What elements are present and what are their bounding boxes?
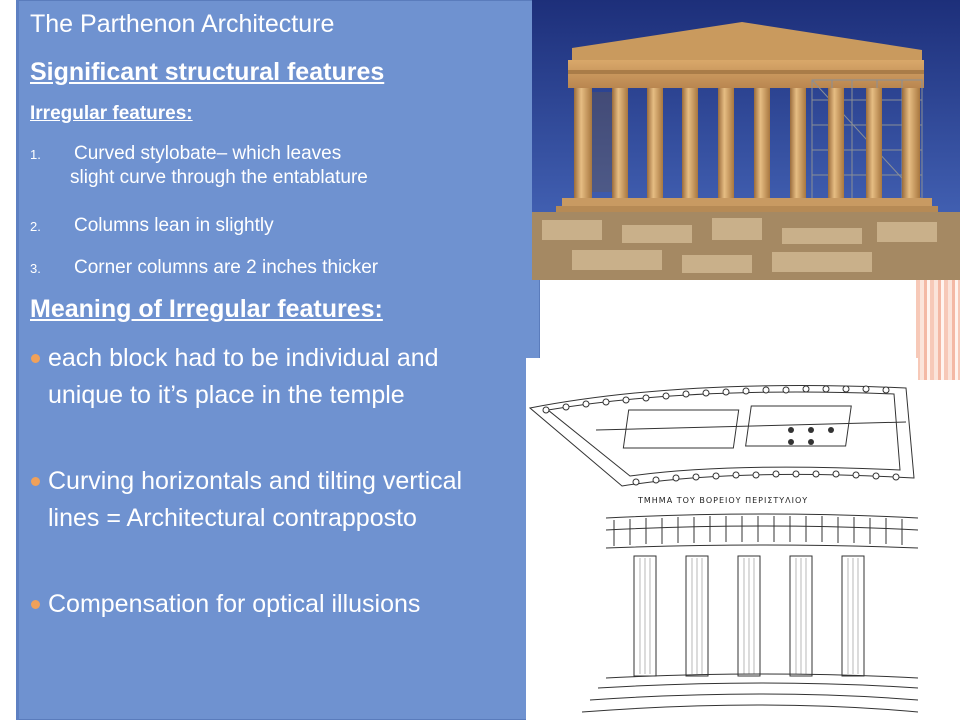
- parthenon-photo: [532, 0, 960, 280]
- numbered-item-2: [30, 215, 274, 237]
- bullet-item: [48, 586, 428, 623]
- bullet-text: Compensation for optical illusions: [48, 590, 421, 618]
- bullet-item: [48, 340, 518, 414]
- architectural-drawing: [526, 358, 918, 720]
- item-text-line1: Columns lean in slightly: [74, 215, 274, 236]
- item-number: 3.: [30, 261, 41, 276]
- item-number: 2.: [30, 219, 41, 234]
- text-panel: [16, 0, 540, 720]
- bullet-dot: [31, 477, 40, 486]
- item-text-line1: Corner columns are 2 inches thicker: [74, 257, 379, 278]
- heading-irregular-features: Irregular features:: [30, 103, 193, 124]
- heading-structural-features: Significant structural features: [30, 58, 385, 86]
- decorative-stripes: [916, 280, 960, 380]
- numbered-item-1: [30, 143, 368, 189]
- bullet-text: Curving horizontals and tilting vertical lines = Architectural contrapposto: [48, 467, 463, 532]
- item-text-line1: Curved stylobate– which leaves: [74, 143, 342, 164]
- bullet-item: [48, 463, 488, 537]
- bullet-text: each block had to be individual and unique to it’s place in the temple: [48, 344, 439, 409]
- panel-edge: [16, 0, 19, 720]
- slide-title: The Parthenon Architecture: [30, 10, 335, 38]
- heading-meaning: Meaning of Irregular features:: [30, 295, 383, 323]
- numbered-item-3: [30, 257, 378, 279]
- bullet-dot: [31, 354, 40, 363]
- drawing-caption: ΤΜΗΜΑ ΤΟΥ ΒΟΡΕΙΟΥ ΠΕΡΙΣΤΥΛΙΟΥ: [638, 496, 809, 505]
- bullet-dot: [31, 600, 40, 609]
- item-number: 1.: [30, 147, 41, 162]
- item-text-line2: slight curve through the entablature: [70, 167, 368, 188]
